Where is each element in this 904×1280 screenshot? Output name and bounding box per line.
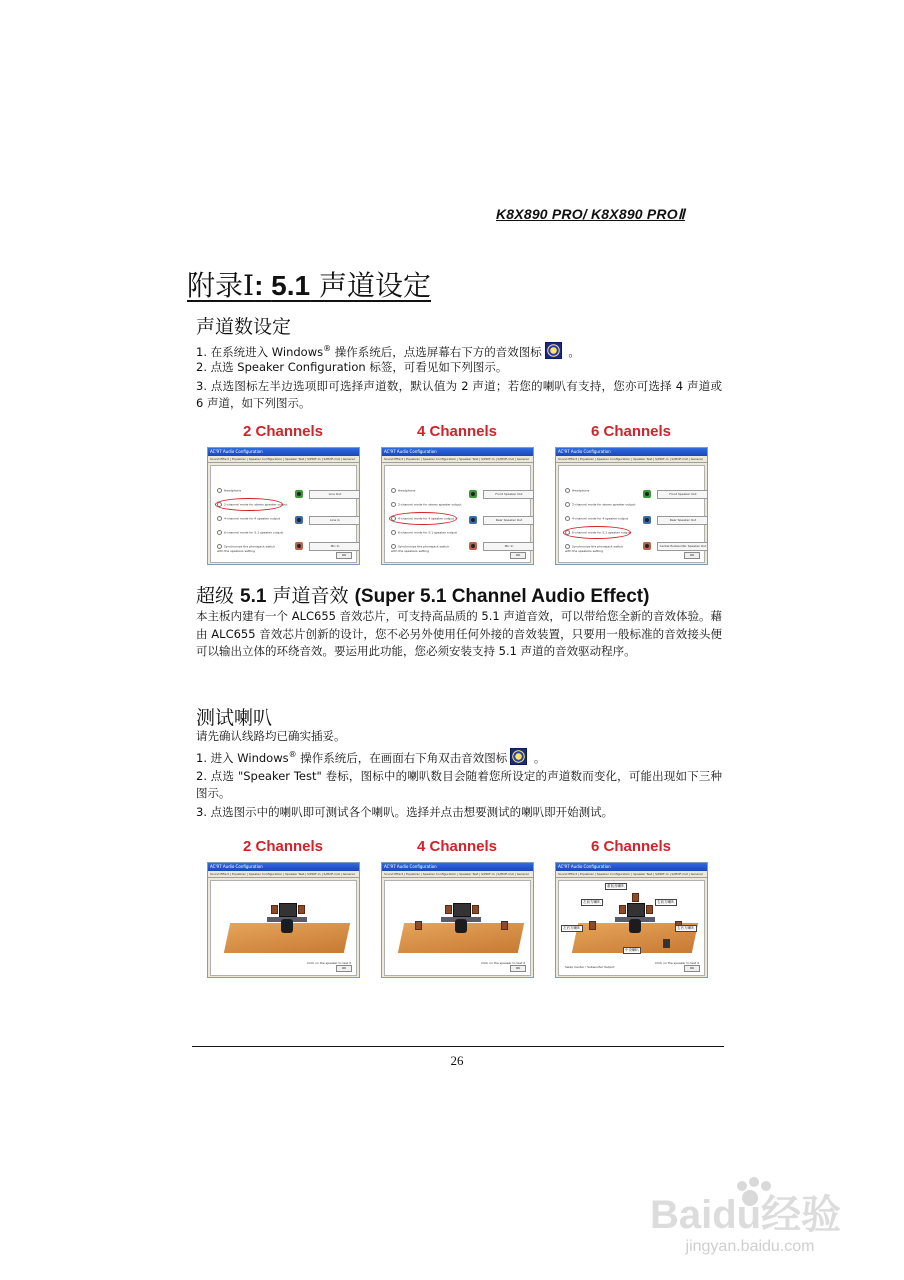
blue-jack-icon <box>295 516 303 524</box>
option-headphone: Headphone <box>565 488 589 492</box>
super51-heading-num: 5.1 <box>240 586 267 607</box>
page-number: 26 <box>450 1053 464 1068</box>
config-screenshot-2ch <box>207 447 360 565</box>
room-illustration <box>223 891 351 957</box>
section-heading-channel-setup: 声道数设定 <box>196 316 292 338</box>
option-6ch: 6-channel mode for 5.1 speaker output <box>391 530 457 534</box>
click-speaker-note: Click on the speaker to test it <box>481 961 526 965</box>
channel-step-1-text-b: 操作系统后，点选屏幕右下方的音效图标 <box>331 344 542 359</box>
rear-left-speaker-icon <box>589 921 596 930</box>
output-box-1: Front Speaker Out <box>657 490 708 499</box>
option-headphone: Headphone <box>217 488 241 492</box>
window-titlebar: AC'97 Audio Configuration <box>208 863 359 871</box>
option-4ch: 4-channel mode for 4 speaker output <box>391 516 454 520</box>
label-2-channels: 2 Channels <box>242 838 324 855</box>
window-titlebar: AC'97 Audio Configuration <box>208 448 359 456</box>
ok-button: OK <box>684 552 700 559</box>
ok-button: OK <box>336 965 352 972</box>
option-sync: Synchronize the phonejack switch with the speakers setting <box>565 544 624 553</box>
window-body <box>384 465 531 563</box>
speaker-step-2: 2. 点选 "Speaker Test" 卷标，图标中的喇叭数目会随着您所设定的声道数而变化，可能出现如下三种图示。 <box>196 769 722 800</box>
registered-mark: ® <box>323 344 332 353</box>
click-speaker-note: Click on the speaker to test it <box>307 961 352 965</box>
option-sync: Synchronize the phonejack switch with the speakers setting <box>217 544 276 553</box>
room-illustration <box>397 891 525 957</box>
monitor-icon <box>279 903 297 917</box>
output-box-1: Line Out <box>309 490 360 499</box>
watermark-url: jingyan.baidu.com <box>685 1238 815 1255</box>
front-right-speaker-icon <box>298 905 305 914</box>
option-headphone: Headphone <box>391 488 415 492</box>
footer-rule <box>192 1046 724 1047</box>
output-box-3: Center/Subwoofer Speaker Out <box>657 542 708 551</box>
label-2-channels: 2 Channels <box>242 423 324 440</box>
label-6-channels: 6 Channels <box>590 838 672 855</box>
option-2ch: 2-channel mode for stereo speaker output <box>217 502 287 506</box>
appendix-title-colon: : <box>254 270 272 301</box>
output-box-2: Rear Speaker Out <box>657 516 708 525</box>
option-4ch: 4-channel mode for 4 speaker output <box>217 516 280 520</box>
output-box-3: Mic In <box>309 542 360 551</box>
super51-heading-b: 声道音效 <box>266 585 355 607</box>
super51-body: 本主板内建有一个 ALC655 音效芯片，可支持高品质的 5.1 声道音效，可以带给您全新的音效体验。藉由 ALC655 音效芯片创新的设计，您不必另外使用任何外接的音效装置，只要用一般标准的音效接头便可以输出立体的环绕音效。要运用此功能，您必须安装支持 5.1 声道的音效驱动程序。 <box>196 609 722 658</box>
speaker-step-3: 3. 点选图示中的喇叭即可测试各个喇叭。选择并点击想要测试的喇叭即开始测试。 <box>196 805 614 819</box>
speaker-test-intro: 请先确认线路均已确实插妥。 <box>196 729 346 743</box>
pink-jack-icon <box>643 542 651 550</box>
tag-center: 中央喇叭 <box>625 948 639 952</box>
window-tabs: Sound Effect | Equalizer | Speaker Configuration | Speaker Test | S/PDIF-In | S/PDIF-Out | General <box>382 456 533 463</box>
window-titlebar: AC'97 Audio Configuration <box>382 863 533 871</box>
speaker-step-1-text-a: 1. 进入 Windows <box>196 750 289 765</box>
click-speaker-note: Click on the speaker to test it <box>655 961 700 965</box>
window-tabs: Sound Effect | Equalizer | Speaker Configuration | Speaker Test | S/PDIF-In | S/PDIF-Out | General <box>382 871 533 878</box>
config-screenshot-4ch <box>381 447 534 565</box>
selection-highlight <box>563 526 631 539</box>
section-heading-speaker-test: 测试喇叭 <box>196 707 273 729</box>
window-body <box>210 880 357 976</box>
section-heading-super51 <box>196 581 649 608</box>
output-box-3: Mic In <box>483 542 534 551</box>
window-body <box>558 880 705 976</box>
tag-rear-right: 右后方喇叭 <box>677 926 695 930</box>
chair <box>629 919 641 933</box>
window-titlebar: AC'97 Audio Configuration <box>556 448 707 456</box>
speaker-test-screenshot-6ch <box>555 862 708 978</box>
monitor-icon <box>453 903 471 917</box>
window-body <box>210 465 357 563</box>
speaker-step-1-text-c: 。 <box>530 750 546 765</box>
window-titlebar: AC'97 Audio Configuration <box>382 448 533 456</box>
chair <box>455 919 467 933</box>
option-6ch: 6-channel mode for 5.1 speaker output <box>217 530 283 534</box>
green-jack-icon <box>469 490 477 498</box>
audio-tray-icon <box>545 342 562 359</box>
subwoofer-icon <box>663 939 670 948</box>
front-right-speaker-icon <box>646 905 653 914</box>
window-tabs: Sound Effect | Equalizer | Speaker Configuration | Speaker Test | S/PDIF-In | S/PDIF-Out | General <box>556 871 707 878</box>
option-6ch: 6-channel mode for 5.1 speaker output <box>565 530 631 534</box>
super51-heading-en: (Super 5.1 Channel Audio Effect) <box>354 586 650 607</box>
rear-left-speaker-icon <box>415 921 422 930</box>
tag-rear-left: 左后方喇叭 <box>563 926 581 930</box>
selection-highlight <box>215 498 283 511</box>
front-left-speaker-icon <box>271 905 278 914</box>
tag-front-left: 左前方喇叭 <box>583 900 601 904</box>
front-left-speaker-icon <box>445 905 452 914</box>
window-body <box>384 880 531 976</box>
label-4-channels: 4 Channels <box>416 838 498 855</box>
speaker-test-screenshot-2ch <box>207 862 360 978</box>
speaker-step-1 <box>196 746 724 767</box>
registered-mark: ® <box>288 750 297 759</box>
channel-step-3: 3. 点选图标左半边选项即可选择声道数，默认值为 2 声道；若您的喇叭有支持，您亦可选择 4 声道或 6 声道，如下列图示。 <box>196 379 722 410</box>
manual-model-header: K8X890 PRO/ K8X890 PROⅡ <box>496 206 685 222</box>
window-tabs: Sound Effect | Equalizer | Speaker Configuration | Speaker Test | S/PDIF-In | S/PDIF-Out | General <box>208 871 359 878</box>
tag-front-right: 右前方喇叭 <box>657 900 675 904</box>
pink-jack-icon <box>295 542 303 550</box>
option-2ch: 2-channel mode for stereo speaker output <box>565 502 635 506</box>
output-box-2: Line In <box>309 516 360 525</box>
channel-step-1 <box>196 340 724 361</box>
label-4-channels: 4 Channels <box>416 423 498 440</box>
ok-button: OK <box>336 552 352 559</box>
center-speaker-icon <box>632 893 639 902</box>
appendix-title <box>187 264 431 304</box>
super51-heading-a: 超级 <box>196 585 241 607</box>
window-body <box>558 465 705 563</box>
monitor-icon <box>627 903 645 917</box>
blue-jack-icon <box>469 516 477 524</box>
blue-jack-icon <box>643 516 651 524</box>
appendix-title-prefix: 附录Ⅰ <box>187 269 255 302</box>
ok-button: OK <box>510 552 526 559</box>
appendix-title-suffix: 声道设定 <box>310 269 432 302</box>
appendix-title-number: 5.1 <box>271 270 311 301</box>
window-tabs: Sound Effect | Equalizer | Speaker Configuration | Speaker Test | S/PDIF-In | S/PDIF-Out | General <box>208 456 359 463</box>
green-jack-icon <box>295 490 303 498</box>
channel-step-2: 2. 点选 Speaker Configuration 标签，可看见如下列图示。 <box>196 360 508 374</box>
front-left-speaker-icon <box>619 905 626 914</box>
green-jack-icon <box>643 490 651 498</box>
option-sync: Synchronize the phonejack switch with the speakers setting <box>391 544 450 553</box>
ok-button: OK <box>684 965 700 972</box>
rear-right-speaker-icon <box>501 921 508 930</box>
chair <box>281 919 293 933</box>
output-box-2: Rear Speaker Out <box>483 516 534 525</box>
baidu-logo-text: Baidu经验 <box>650 1193 842 1236</box>
label-6-channels: 6 Channels <box>590 423 672 440</box>
window-tabs: Sound Effect | Equalizer | Speaker Configuration | Speaker Test | S/PDIF-In | S/PDIF-Out | General <box>556 456 707 463</box>
audio-tray-icon <box>510 748 527 765</box>
window-titlebar: AC'97 Audio Configuration <box>556 863 707 871</box>
output-box-1: Front Speaker Out <box>483 490 534 499</box>
selection-highlight <box>389 512 457 525</box>
speaker-step-1-text-b: 操作系统后，在画面右下角双击音效图标 <box>296 750 508 765</box>
front-right-speaker-icon <box>472 905 479 914</box>
channel-step-1-text-c: 。 <box>564 344 580 359</box>
baidu-watermark-logo <box>650 1176 860 1236</box>
tag-subwoofer: 重低音喇叭 <box>607 884 625 888</box>
swap-center-sub-option: Swap Center / Subwoofer Output <box>565 965 615 969</box>
speaker-test-screenshot-4ch <box>381 862 534 978</box>
option-4ch: 4-channel mode for 4 speaker output <box>565 516 628 520</box>
option-2ch: 2-channel mode for stereo speaker output <box>391 502 461 506</box>
ok-button: OK <box>510 965 526 972</box>
config-screenshot-6ch <box>555 447 708 565</box>
pink-jack-icon <box>469 542 477 550</box>
channel-step-1-text-a: 1. 在系统进入 Windows <box>196 344 324 359</box>
